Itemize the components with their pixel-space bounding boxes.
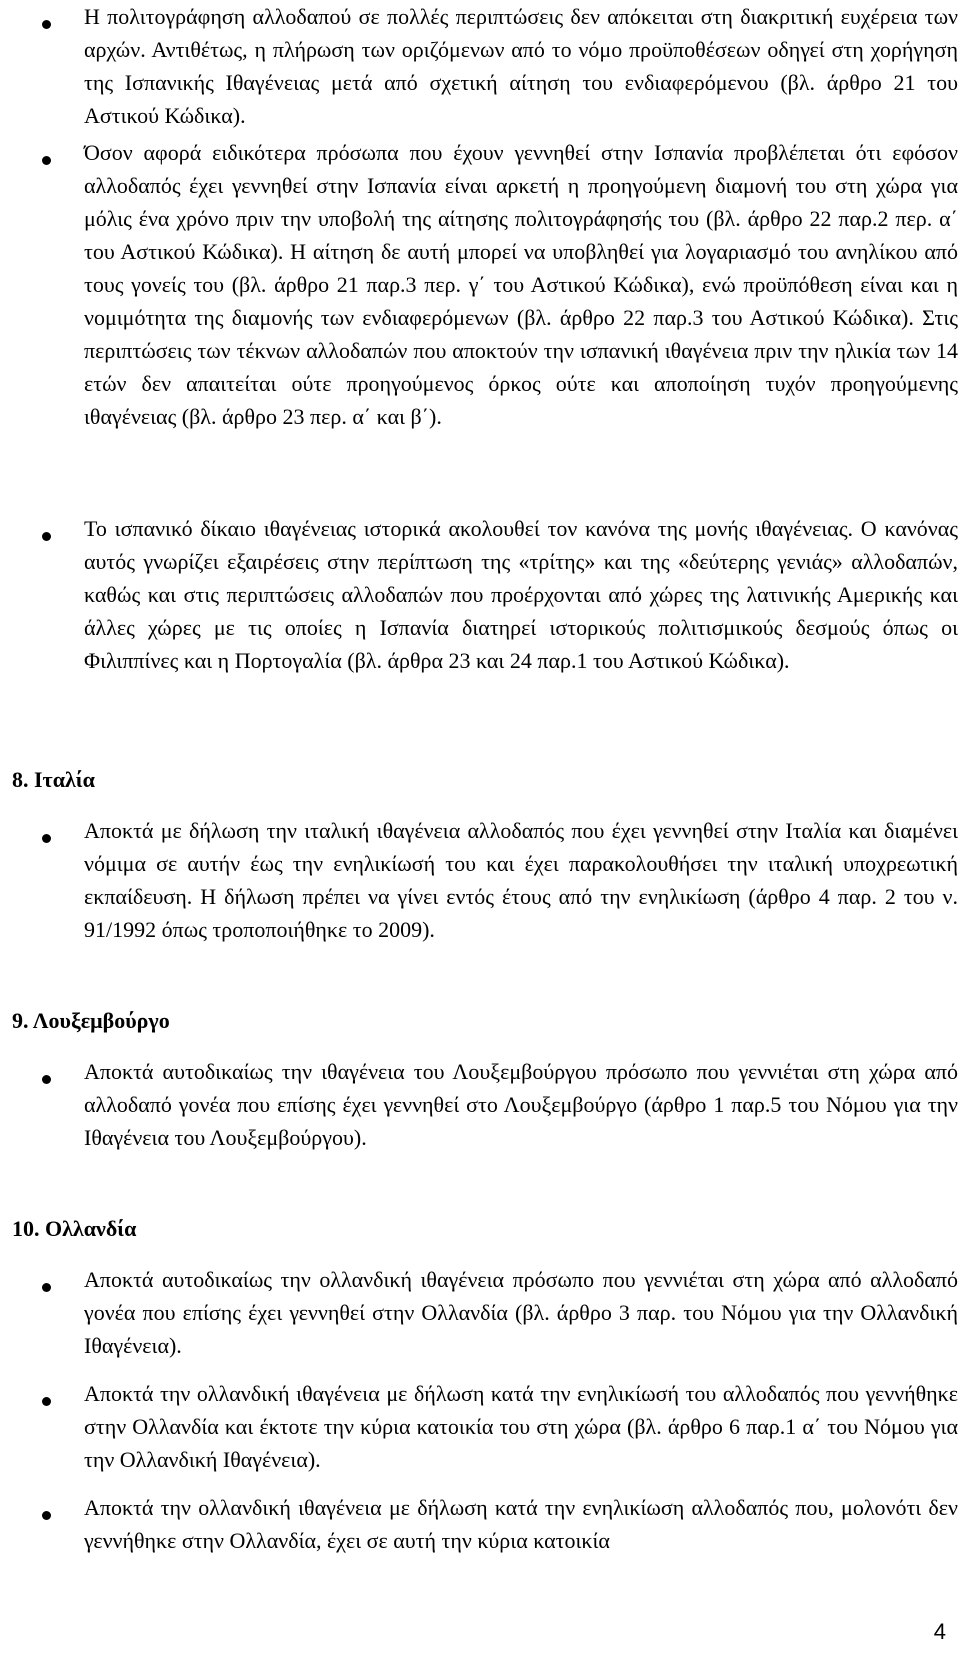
bullet-icon — [42, 20, 51, 29]
paragraph-spain-3 — [84, 512, 958, 677]
bullet-icon — [42, 1511, 51, 1520]
paragraph-text: Αποκτά με δήλωση την ιταλική ιθαγένεια αλλοδαπός που έχει γεννηθεί στην Ιταλία και διαμένει νόμιμα σε αυτήν έως την ενηλικίωσή του και έχει παρακολουθήσει την ιταλική υποχρεωτική εκπαίδευση. Η δήλωση πρέπει να γίνει εντός έτους από την ενηλικίωση (άρθρο 4 παρ. 2 του ν. 91/1992 όπως τροποποιήθηκε το 2009). — [84, 818, 958, 942]
bullet-icon — [42, 1397, 51, 1406]
paragraph-italy-1 — [84, 814, 958, 946]
paragraph-text: Αποκτά αυτοδικαίως την ιθαγένεια του Λουξεμβούργου πρόσωπο που γεννιέται στη χώρα από αλλοδαπό γονέα που επίσης έχει γεννηθεί στο Λουξεμβούργο (άρθρο 1 παρ.5 του Νόμου για την Ιθαγένεια του Λουξεμβούργου). — [84, 1059, 958, 1150]
section-heading-luxembourg: 9. Λουξεμβούργο — [12, 1008, 170, 1033]
bullet-icon — [42, 1283, 51, 1292]
paragraph-text: Αποκτά την ολλανδική ιθαγένεια με δήλωση κατά την ενηλικίωσή του αλλοδαπός που γεννήθηκε στην Ολλανδία και έκτοτε την κύρια κατοικία του στη χώρα (βλ. άρθρο 6 παρ.1 α΄ του Νόμου για την Ολλανδική Ιθαγένεια). — [84, 1381, 958, 1472]
paragraph-spain-1 — [84, 0, 958, 132]
bullet-icon — [42, 834, 51, 843]
paragraph-text: Το ισπανικό δίκαιο ιθαγένειας ιστορικά ακολουθεί τον κανόνα της μονής ιθαγένειας. Ο κανόνας αυτός γνωρίζει εξαιρέσεις στην περίπτωση της «τρίτης» και της «δεύτερης γενιάς» αλλοδαπών, καθώς και στις περιπτώσεις αλλοδαπών που προέρχονται από χώρες της λατινικής Αμερικής και άλλες χώρες με τις οποίες η Ισπανία διατηρεί ιστορικούς πολιτισμικούς δεσμούς όπως οι Φιλιππίνες και η Πορτογαλία (βλ. άρθρα 23 και 24 παρ.1 του Αστικού Κώδικα). — [84, 516, 958, 673]
paragraph-text: Αποκτά αυτοδικαίως την ολλανδική ιθαγένεια πρόσωπο που γεννιέται στη χώρα από αλλοδαπό γονέα που επίσης έχει γεννηθεί στην Ολλανδία (βλ. άρθρο 3 παρ. του Νόμου για την Ολλανδική Ιθαγένεια). — [84, 1267, 958, 1358]
paragraph-netherlands-1 — [84, 1263, 958, 1362]
bullet-icon — [42, 1075, 51, 1084]
bullet-icon — [42, 156, 51, 165]
paragraph-text: Αποκτά την ολλανδική ιθαγένεια με δήλωση κατά την ενηλικίωση αλλοδαπός που, μολονότι δεν γεννήθηκε στην Ολλανδία, έχει σε αυτή την κύρια κατοικία — [84, 1495, 958, 1553]
paragraph-netherlands-2 — [84, 1377, 958, 1476]
section-heading-netherlands: 10. Ολλανδία — [12, 1216, 137, 1241]
page-number: 4 — [933, 1619, 946, 1644]
section-heading-italy: 8. Ιταλία — [12, 767, 95, 792]
paragraph-netherlands-3 — [84, 1491, 958, 1557]
paragraph-text: Η πολιτογράφηση αλλοδαπού σε πολλές περιπτώσεις δεν απόκειται στη διακριτική ευχέρεια των αρχών. Αντιθέτως, η πλήρωση των οριζόμενων από το νόμο προϋποθέσεων οδηγεί στη χορήγηση της Ισπανικής Ιθαγένειας μετά από σχετική αίτηση του ενδιαφερόμενου (βλ. άρθρο 21 του Αστικού Κώδικα). — [84, 4, 958, 128]
paragraph-luxembourg-1 — [84, 1055, 958, 1154]
paragraph-text: Όσον αφορά ειδικότερα πρόσωπα που έχουν γεννηθεί στην Ισπανία προβλέπεται ότι εφόσον αλλοδαπός έχει γεννηθεί στην Ισπανία είναι αρκετή η προηγούμενη διαμονή του στη χώρα για μόλις ένα χρόνο πριν την υποβολή της αίτησης πολιτογράφησής του (βλ. άρθρο 22 παρ.2 περ. α΄ του Αστικού Κώδικα). Η αίτηση δε αυτή μπορεί να υποβληθεί για λογαριασμό του ανηλίκου από τους γονείς του (βλ. άρθρο 21 παρ.3 περ. γ΄ του Αστικού Κώδικα), ενώ προϋπόθεση είναι και η νομιμότητα της διαμονής των ενδιαφερόμενων (βλ. άρθρο 22 παρ.3 του Αστικού Κώδικα). Στις περιπτώσεις των τέκνων αλλοδαπών που αποκτούν την ισπανική ιθαγένεια πριν την ηλικία των 14 ετών δεν απαιτείται ούτε προηγούμενος όρκος ούτε και αποποίηση τυχόν προηγούμενης ιθαγένειας (βλ. άρθρο 23 περ. α΄ και β΄). — [84, 140, 958, 429]
bullet-icon — [42, 532, 51, 541]
paragraph-spain-2 — [84, 136, 958, 433]
